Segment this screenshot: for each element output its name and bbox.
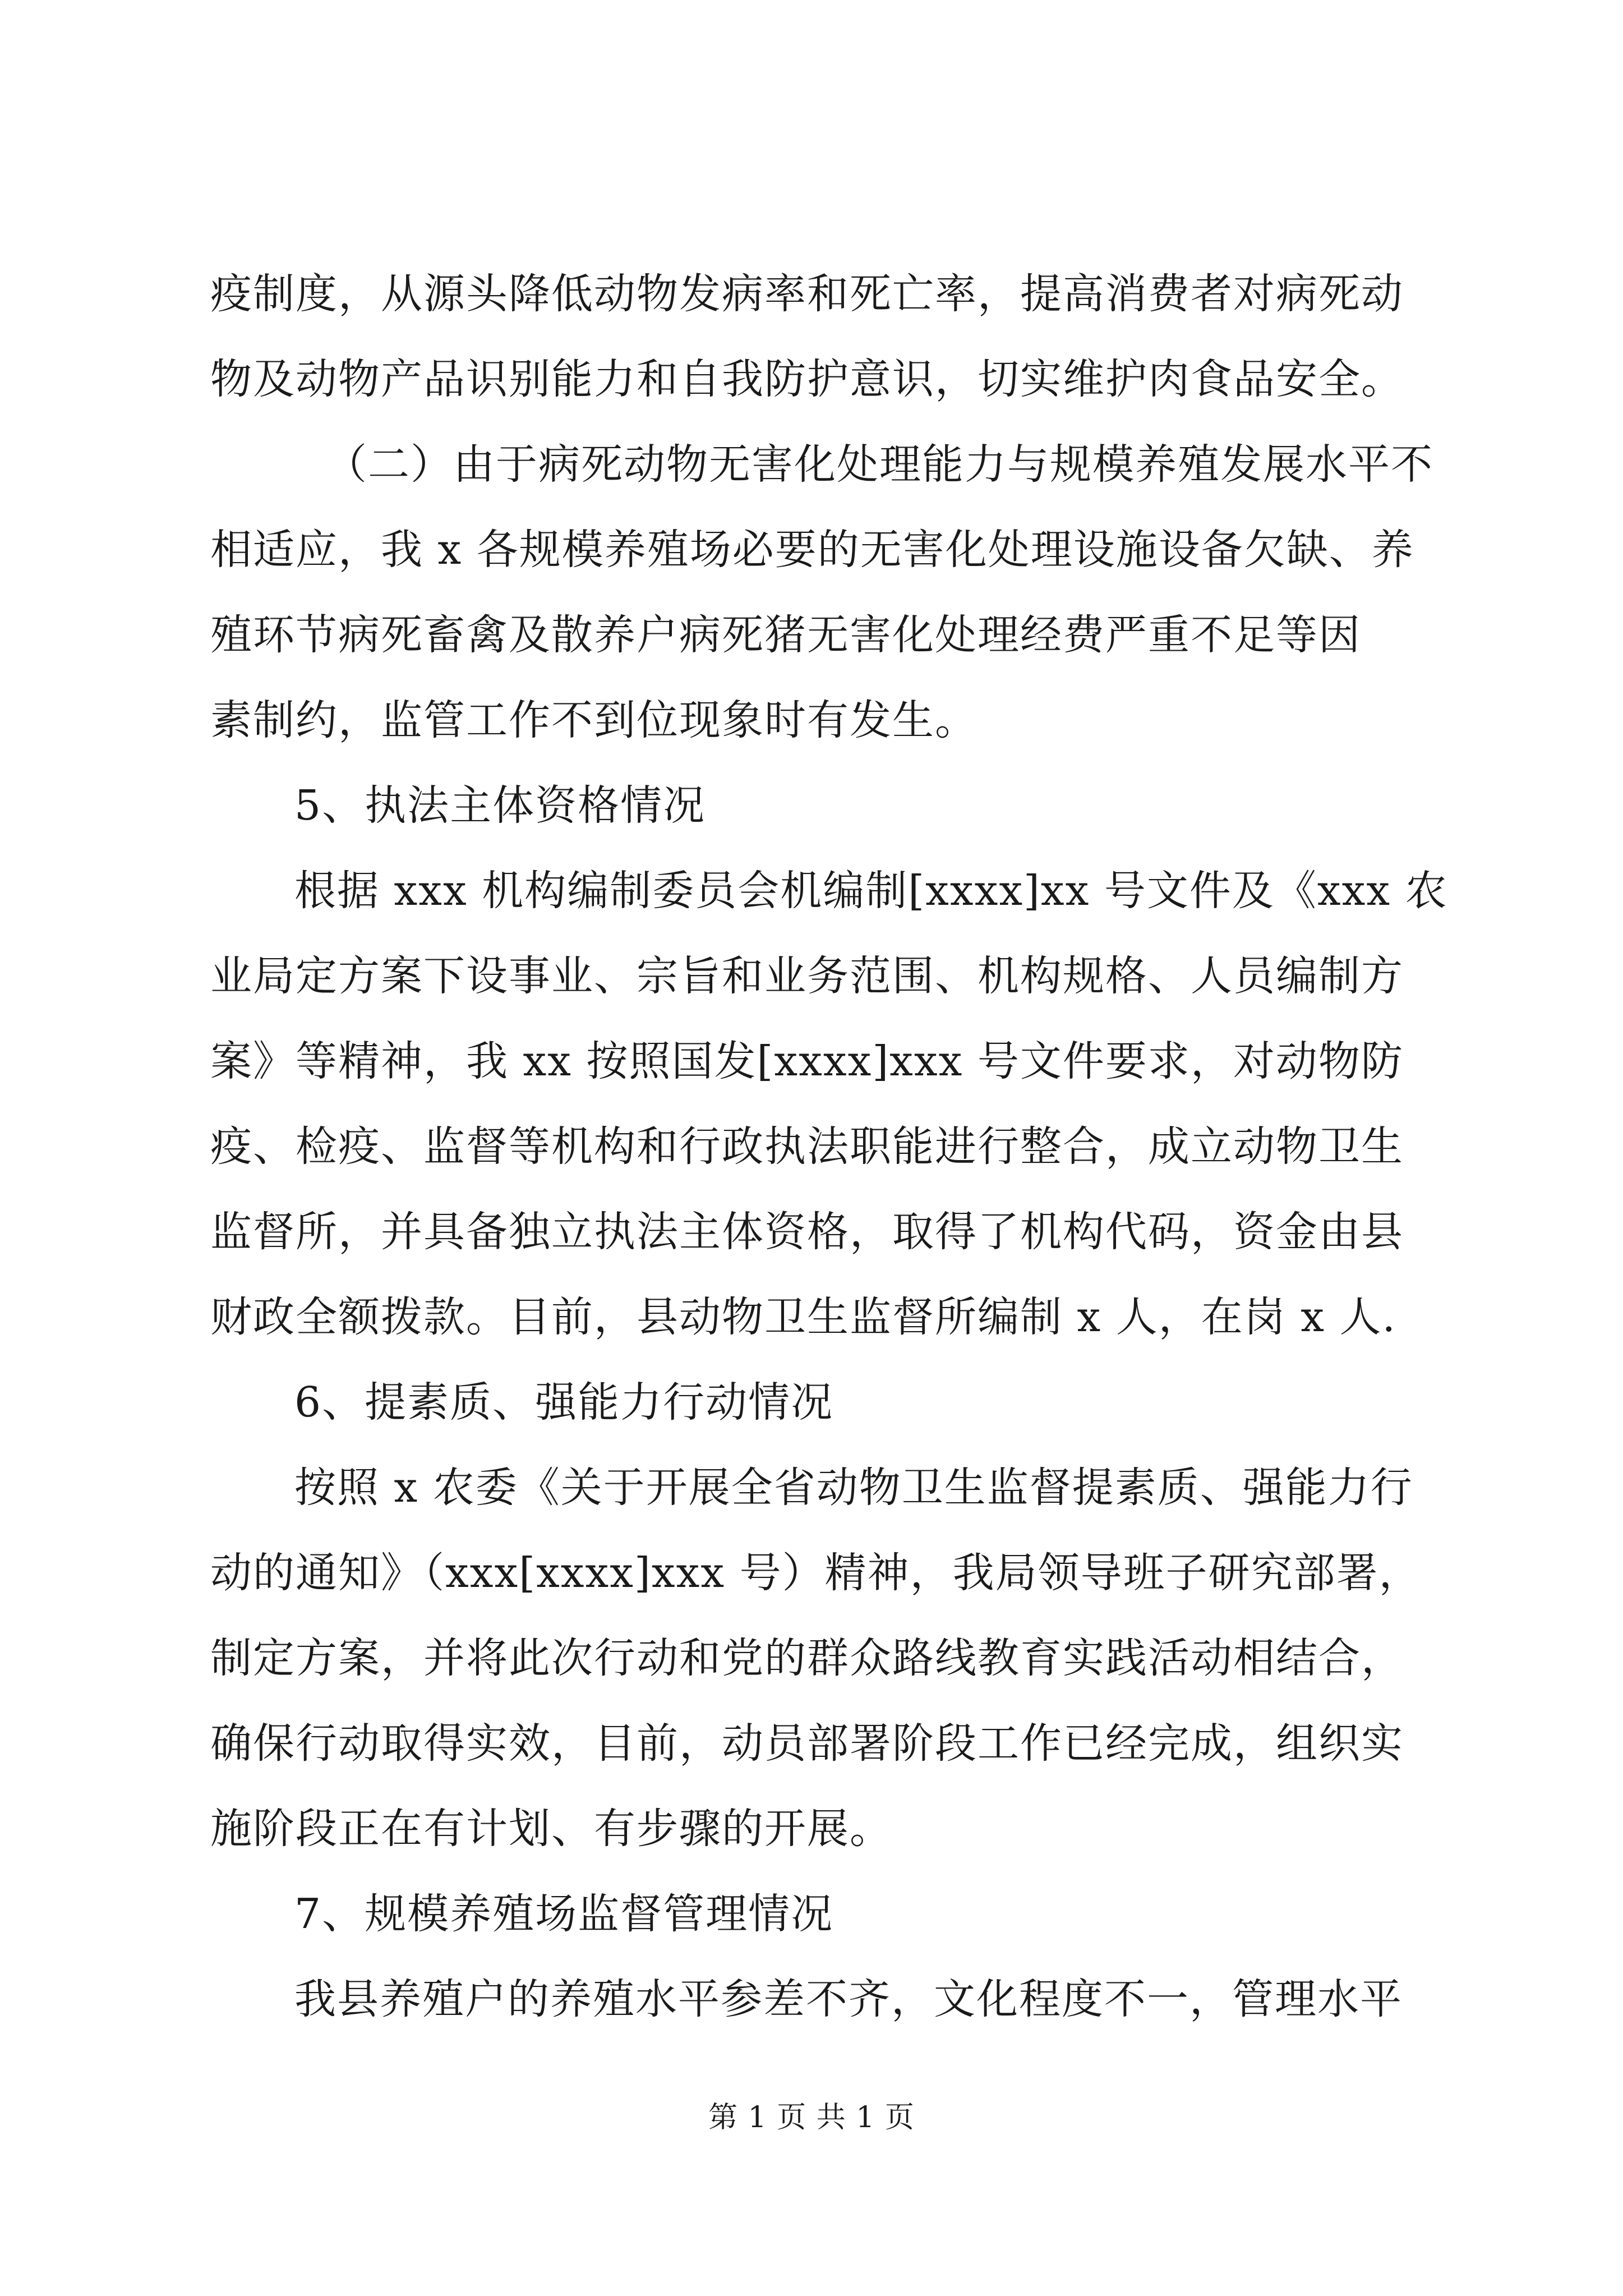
text-line: 动的通知》（xxx[xxxx]xxx 号）精神，我局领导班子研究部署， bbox=[210, 1549, 1422, 1597]
text-line: 业局定方案下设事业、宗旨和业务范围、机构规格、人员编制方 bbox=[210, 952, 1404, 1000]
paragraph-start: 按照 x 农委《关于开展全省动物卫生监督提素质、强能力行 bbox=[294, 1464, 1413, 1512]
text-line: 财政全额拨款。目前，县动物卫生监督所编制 x 人，在岗 x 人. bbox=[210, 1293, 1397, 1341]
section-heading: 7、规模养殖场监督管理情况 bbox=[294, 1890, 834, 1938]
paragraph-start: 根据 xxx 机构编制委员会机编制[xxxx]xx 号文件及《xxx 农 bbox=[294, 867, 1448, 915]
text-line: 确保行动取得实效，目前，动员部署阶段工作已经完成，组织实 bbox=[210, 1719, 1404, 1768]
text-line: 施阶段正在有计划、有步骤的开展。 bbox=[210, 1805, 892, 1853]
document-body bbox=[210, 251, 1448, 2042]
section-heading: 6、提素质、强能力行动情况 bbox=[294, 1378, 834, 1427]
text-line: 物及动物产品识别能力和自我防护意识，切实维护肉食品安全。 bbox=[210, 355, 1404, 403]
paragraph-start: （二）由于病死动物无害化处理能力与规模养殖发展水平不 bbox=[325, 440, 1433, 489]
text-line: 疫、检疫、监督等机构和行政执法职能进行整合，成立动物卫生 bbox=[210, 1122, 1404, 1171]
text-line: 相适应，我 x 各规模养殖场必要的无害化处理设施设备欠缺、养 bbox=[210, 526, 1414, 574]
text-line: 素制约，监管工作不到位现象时有发生。 bbox=[210, 696, 978, 744]
section-heading: 5、执法主体资格情况 bbox=[294, 781, 706, 830]
page-footer: 第 1 页 共 1 页 bbox=[708, 2101, 915, 2134]
text-line: 殖环节病死畜禽及散养户病死猪无害化处理经费严重不足等因 bbox=[210, 611, 1361, 659]
text-line: 疫制度，从源头降低动物发病率和死亡率，提高消费者对病死动 bbox=[210, 270, 1404, 318]
paragraph-start: 我县养殖户的养殖水平参差不齐，文化程度不一，管理水平 bbox=[294, 1975, 1403, 2023]
text-line: 案》等精神，我 xx 按照国发[xxxx]xxx 号文件要求，对动物防 bbox=[210, 1037, 1404, 1085]
text-line: 监督所，并具备独立执法主体资格，取得了机构代码，资金由县 bbox=[210, 1208, 1404, 1256]
text-line: 制定方案，并将此次行动和党的群众路线教育实践活动相结合， bbox=[210, 1634, 1404, 1682]
